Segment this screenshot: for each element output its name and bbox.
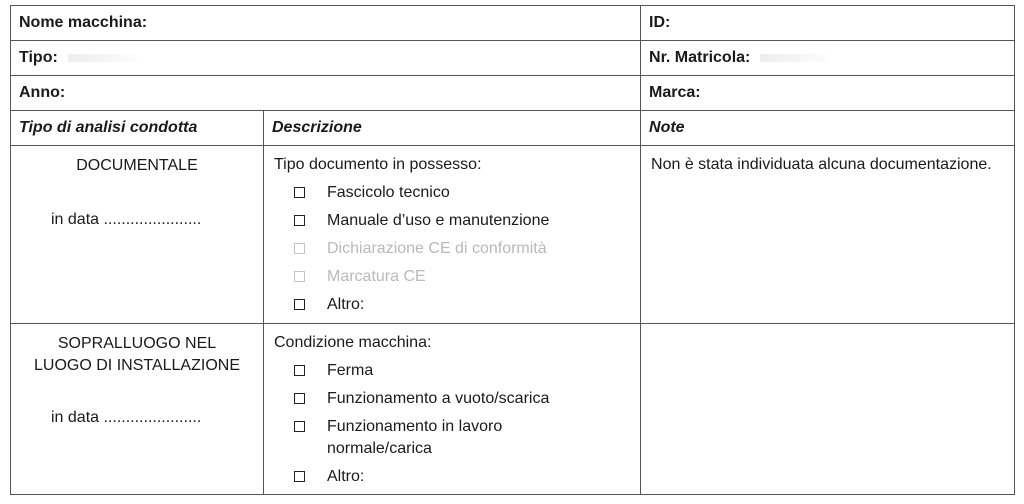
option-marcatura-ce[interactable] <box>274 266 632 288</box>
option-ferma[interactable] <box>274 360 632 382</box>
row-nome-macchina <box>11 6 1015 41</box>
marca-cell[interactable] <box>641 76 1015 111</box>
analysis-date[interactable]: in data ...................... <box>51 409 202 426</box>
analysis-type-name: DOCUMENTALE <box>76 157 198 174</box>
note-cell[interactable] <box>641 324 1015 495</box>
anno-label: Anno: <box>19 84 66 101</box>
checkbox-icon[interactable] <box>294 299 305 310</box>
option-dichiarazione-ce[interactable] <box>274 238 632 260</box>
row-anno <box>11 76 1015 111</box>
description-lead: Tipo documento in possesso: <box>274 156 482 173</box>
redacted-value <box>68 54 138 62</box>
option-funzionamento-lavoro[interactable] <box>274 416 632 460</box>
nome-macchina-label: Nome macchina: <box>19 14 148 31</box>
row-documentale <box>11 146 1015 324</box>
tipo-cell[interactable] <box>11 41 641 76</box>
id-label: ID: <box>649 14 671 31</box>
redacted-value <box>760 54 830 62</box>
option-label: Dichiarazione CE di conformità <box>327 240 547 257</box>
option-fascicolo-tecnico[interactable] <box>274 182 632 204</box>
matricola-label: Nr. Matricola: <box>649 49 751 66</box>
description-cell <box>264 146 641 324</box>
matricola-cell[interactable] <box>641 41 1015 76</box>
analysis-type-name: SOPRALLUOGO NEL LUOGO DI INSTALLAZIONE <box>34 335 240 374</box>
tipo-label: Tipo: <box>19 49 58 66</box>
anno-cell[interactable] <box>11 76 641 111</box>
analysis-date[interactable]: in data ...................... <box>51 211 202 228</box>
checkbox-icon[interactable] <box>294 365 305 376</box>
option-label: Altro: <box>327 468 365 485</box>
form-table <box>10 5 1015 495</box>
description-lead: Condizione macchina: <box>274 334 432 351</box>
option-altro[interactable] <box>274 294 632 316</box>
checkbox-icon[interactable] <box>294 271 305 282</box>
marca-label: Marca: <box>649 84 701 101</box>
col-header-note: Note <box>641 111 1015 146</box>
option-funzionamento-vuoto[interactable] <box>274 388 632 410</box>
checkbox-icon[interactable] <box>294 421 305 432</box>
note-cell[interactable] <box>641 146 1015 324</box>
col-header-descrizione: Descrizione <box>264 111 641 146</box>
checkbox-icon[interactable] <box>294 393 305 404</box>
analysis-type-cell <box>11 324 264 495</box>
analysis-type-cell <box>11 146 264 324</box>
checkbox-icon[interactable] <box>294 215 305 226</box>
id-cell[interactable] <box>641 6 1015 41</box>
option-label: Fascicolo tecnico <box>327 184 450 201</box>
option-label: Ferma <box>327 362 374 379</box>
option-label: Altro: <box>327 296 365 313</box>
checkbox-icon[interactable] <box>294 187 305 198</box>
row-sopralluogo <box>11 324 1015 495</box>
checkbox-icon[interactable] <box>294 471 305 482</box>
note-text: Non è stata individuata alcuna documentazione. <box>651 156 992 173</box>
description-cell <box>264 324 641 495</box>
col-header-tipo-analisi: Tipo di analisi condotta <box>11 111 264 146</box>
analysis-form <box>10 5 1014 496</box>
option-manuale-uso[interactable] <box>274 210 632 232</box>
row-tipo <box>11 41 1015 76</box>
checkbox-icon[interactable] <box>294 243 305 254</box>
nome-macchina-cell[interactable] <box>11 6 641 41</box>
option-label: Marcatura CE <box>327 268 426 285</box>
option-altro[interactable] <box>274 466 632 488</box>
option-label: Funzionamento in lavoro normale/carica <box>327 418 503 457</box>
column-header-row <box>11 111 1015 146</box>
option-label: Manuale d’uso e manutenzione <box>327 212 550 229</box>
option-label: Funzionamento a vuoto/scarica <box>327 390 550 407</box>
